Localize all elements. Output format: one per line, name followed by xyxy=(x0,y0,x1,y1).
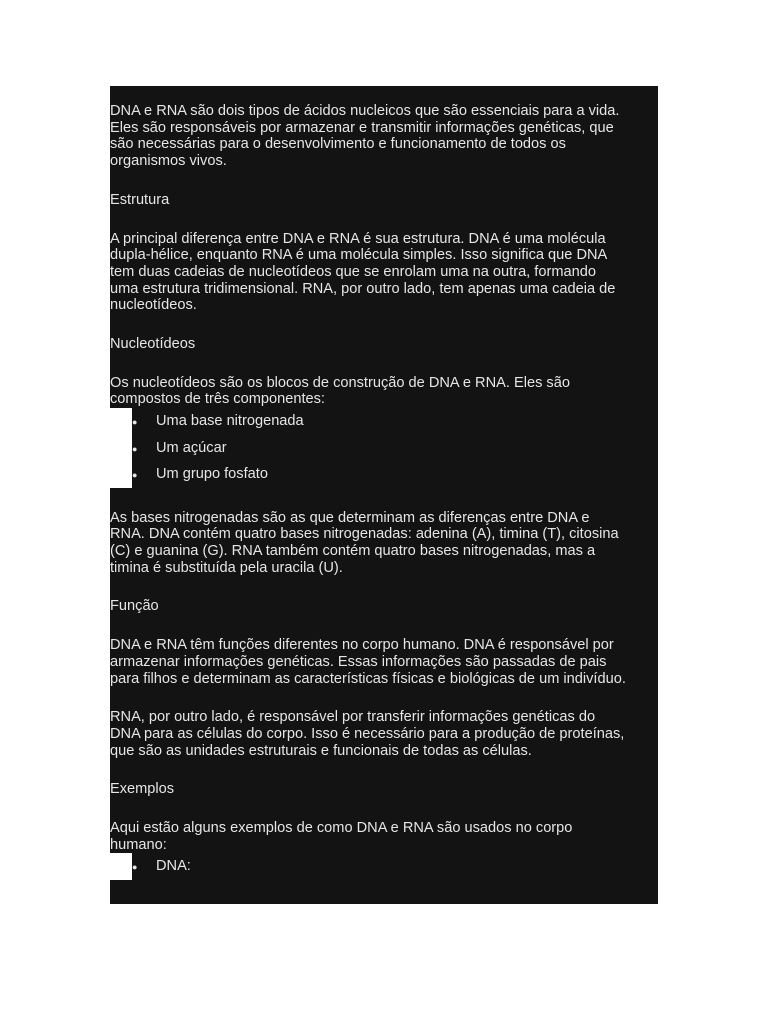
heading-nucleotideos: Nucleotídeos xyxy=(110,314,658,353)
components-list-wrapper xyxy=(110,408,658,488)
heading-funcao: Função xyxy=(110,576,658,615)
structure-paragraph: A principal diferença entre DNA e RNA é sua estrutura. DNA é uma molécula dupla-hélice, enquanto RNA é uma molécula simples. Isso significa que DNA tem duas cadeias de nucleotídeos que se enrolam uma na outra, formando uma estrutura tridimensional. RNA, por outro lado, tem apenas uma cadeia de nucleotídeos. xyxy=(110,209,658,315)
function-paragraph-2: RNA, por outro lado, é responsável por transferir informações genéticas do DNA para as células do corpo. Isso é necessário para a produção de proteínas, que são as unidades estruturais e funcionais de todas as células. xyxy=(110,687,658,759)
list-item-label: Uma base nitrogenada xyxy=(156,413,304,430)
document-body xyxy=(110,86,658,904)
examples-paragraph: Aqui estão alguns exemplos de como DNA e RNA são usados no corpo humano: xyxy=(110,798,658,853)
heading-estrutura: Estrutura xyxy=(110,170,658,209)
examples-list xyxy=(132,853,658,880)
bases-paragraph: As bases nitrogenadas são as que determinam as diferenças entre DNA e RNA. DNA contém quatro bases nitrogenadas: adenina (A), timina (T), citosina (C) e guanina (G). RNA também contém quatro bases nitrogenadas, mas a timina é substituída pela uracila (U). xyxy=(110,488,658,577)
list-item-label: Um grupo fosfato xyxy=(156,466,268,483)
list-item-label: Um açúcar xyxy=(156,439,227,456)
bullet-icon: ● xyxy=(132,470,138,481)
heading-exemplos: Exemplos xyxy=(110,759,658,798)
list-item xyxy=(132,435,658,462)
bullet-icon: ● xyxy=(132,443,138,454)
list-item-label: DNA: xyxy=(156,858,191,875)
list-item xyxy=(132,853,658,880)
nucleotides-paragraph: Os nucleotídeos são os blocos de construção de DNA e RNA. Eles são compostos de três componentes: xyxy=(110,353,658,408)
bullet-icon: ● xyxy=(132,417,138,428)
list-item xyxy=(132,408,658,435)
function-paragraph-1: DNA e RNA têm funções diferentes no corpo humano. DNA é responsável por armazenar informações genéticas. Essas informações são passadas de pais para filhos e determinam as características físicas e biológicas de um indivíduo. xyxy=(110,615,658,687)
examples-list-wrapper xyxy=(110,853,658,880)
bullet-icon: ● xyxy=(132,862,138,873)
components-list xyxy=(132,408,658,488)
list-item xyxy=(132,461,658,488)
intro-paragraph: DNA e RNA são dois tipos de ácidos nucleicos que são essenciais para a vida. Eles são responsáveis por armazenar e transmitir informações genéticas, que são necessárias para o desenvolvimento e funcionamento de todos os organismos vivos. xyxy=(110,86,658,170)
